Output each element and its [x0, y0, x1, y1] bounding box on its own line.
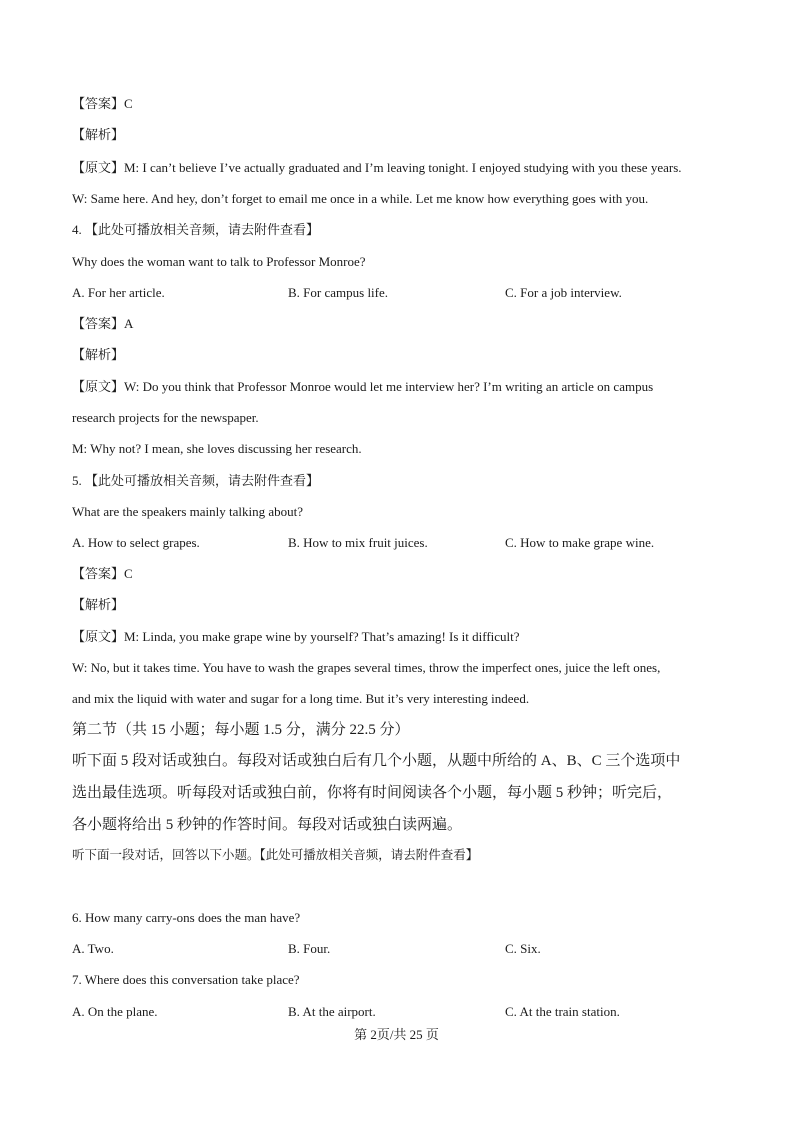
- q5-number-prompt: 5. 【此处可播放相关音频，请去附件查看】: [72, 473, 320, 488]
- section-2-instruction-line-2: 选出最佳选项。听每段对话或独白前，你将有时间阅读各个小题，每小题 5 秒钟；听完后，: [72, 785, 673, 801]
- q5-option-c: C. How to make grape wine.: [505, 535, 655, 550]
- q5-transcript-line-3: and mix the liquid with water and sugar for a long time. But it’s very interesting indeed.: [72, 691, 530, 706]
- q7-option-a: A. On the plane.: [72, 1004, 158, 1019]
- q3-analysis-label: 【解析】: [72, 127, 125, 142]
- q3-transcript-line-1: 【原文】M: I can’t believe I’ve actually graduated and I’m leaving tonight. I enjoyed studying with you these years.: [72, 160, 682, 175]
- q6-option-c: C. Six.: [505, 941, 541, 956]
- section-2-instruction-line-3: 各小题将给出 5 秒钟的作答时间。每段对话或独白读两遍。: [72, 817, 463, 833]
- q4-transcript-line-2: research projects for the newspaper.: [72, 410, 259, 425]
- q4-answer: 【答案】A: [72, 316, 134, 331]
- page-number-footer: 第 2页/共 25 页: [354, 1027, 439, 1042]
- q4-option-c: C. For a job interview.: [505, 285, 622, 300]
- q4-number-prompt: 4. 【此处可播放相关音频，请去附件查看】: [72, 222, 320, 237]
- dialogue-audio-prompt: 听下面一段对话，回答以下小题。【此处可播放相关音频，请去附件查看】: [72, 848, 479, 862]
- q7-question: 7. Where does this conversation take place?: [72, 972, 300, 987]
- section-2-instruction-line-1: 听下面 5 段对话或独白。每段对话或独白后有几个小题，从题中所给的 A、B、C 三个选项中: [72, 753, 681, 769]
- q4-transcript-line-3: M: Why not? I mean, she loves discussing her research.: [72, 441, 362, 456]
- q3-transcript-line-2: W: Same here. And hey, don’t forget to email me once in a while. Let me know how everything goes with you.: [72, 191, 649, 206]
- q5-option-b: B. How to mix fruit juices.: [288, 535, 428, 550]
- q5-option-a: A. How to select grapes.: [72, 535, 200, 550]
- q5-analysis-label: 【解析】: [72, 597, 125, 612]
- q7-option-c: C. At the train station.: [505, 1004, 620, 1019]
- q4-option-b: B. For campus life.: [288, 285, 389, 300]
- q6-question: 6. How many carry-ons does the man have?: [72, 910, 301, 925]
- q6-option-a: A. Two.: [72, 941, 114, 956]
- q5-answer: 【答案】C: [72, 566, 133, 581]
- q7-option-b: B. At the airport.: [288, 1004, 376, 1019]
- q4-option-a: A. For her article.: [72, 285, 165, 300]
- q5-transcript-line-1: 【原文】M: Linda, you make grape wine by yourself? That’s amazing! Is it difficult?: [72, 629, 520, 644]
- q3-answer: 【答案】C: [72, 96, 133, 111]
- q4-transcript-line-1: 【原文】W: Do you think that Professor Monroe would let me interview her? I’m writing an article on campus: [72, 379, 654, 394]
- q6-option-b: B. Four.: [288, 941, 331, 956]
- q4-analysis-label: 【解析】: [72, 347, 125, 362]
- q4-question: Why does the woman want to talk to Professor Monroe?: [72, 254, 366, 269]
- section-2-title: 第二节（共 15 小题；每小题 1.5 分，满分 22.5 分）: [72, 722, 410, 738]
- q5-question: What are the speakers mainly talking about?: [72, 504, 304, 519]
- q5-transcript-line-2: W: No, but it takes time. You have to wash the grapes several times, throw the imperfect ones, juice the left ones,: [72, 660, 661, 675]
